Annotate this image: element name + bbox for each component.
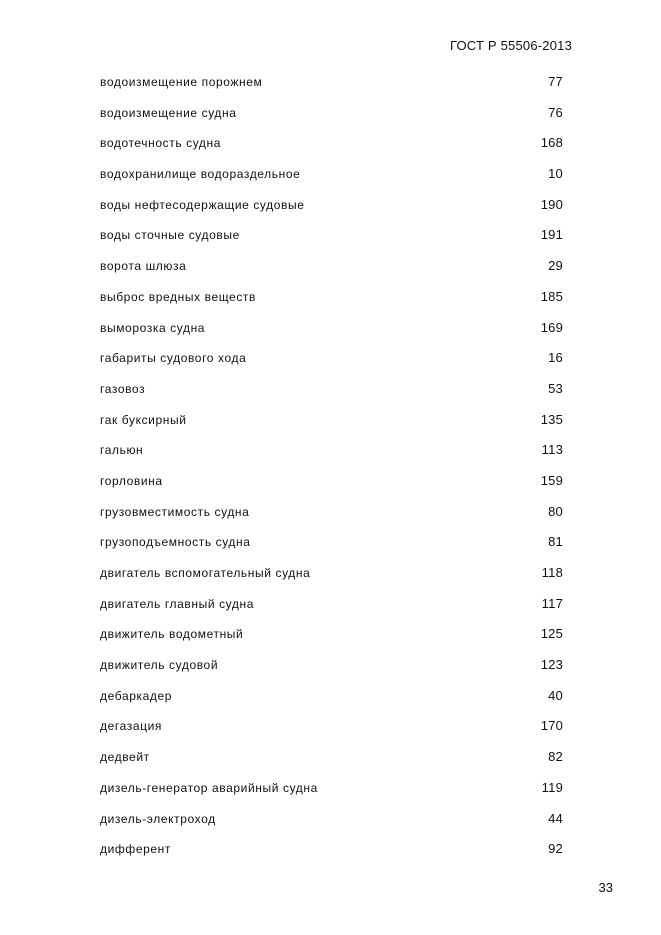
- index-term: водохранилище водораздельное: [100, 167, 301, 182]
- index-term: габариты судового хода: [100, 351, 247, 366]
- index-term: дифферент: [100, 842, 171, 857]
- index-entry: [100, 687, 563, 718]
- index-page-ref: 169: [540, 319, 563, 335]
- index-entry: [100, 840, 563, 871]
- index-entry: [100, 717, 563, 748]
- index-page-ref: 170: [540, 718, 563, 734]
- index-entry: [100, 349, 563, 380]
- index-entry: [100, 134, 563, 165]
- index-page-ref: 117: [541, 595, 563, 611]
- index-entry: [100, 595, 563, 626]
- index-page-ref: 44: [548, 810, 563, 826]
- index-entry: [100, 380, 563, 411]
- document-code-header: ГОСТ Р 55506-2013: [449, 38, 572, 53]
- index-term: гальюн: [100, 443, 144, 458]
- index-entry: [100, 503, 563, 534]
- index-page-ref: 119: [541, 779, 563, 795]
- index-page-ref: 10: [548, 166, 563, 182]
- index-term: горловина: [100, 473, 163, 488]
- page-number: 33: [598, 880, 613, 895]
- index-term: ворота шлюза: [100, 259, 187, 274]
- index-term: воды нефтесодержащие судовые: [100, 197, 305, 212]
- index-term: дегазация: [100, 719, 162, 734]
- index-entry: [100, 656, 563, 687]
- index-page-ref: 16: [548, 350, 563, 366]
- index-term: газовоз: [100, 381, 146, 396]
- index-entry: [100, 165, 563, 196]
- index-entry: [100, 810, 563, 841]
- index-term: движитель водометный: [100, 627, 244, 642]
- index-page-ref: 159: [540, 472, 563, 488]
- index-entry: [100, 472, 563, 503]
- index-page-ref: 191: [540, 227, 563, 243]
- index-term: воды сточные судовые: [100, 228, 240, 243]
- index-entry: [100, 73, 563, 104]
- index-entry: [100, 748, 563, 779]
- index-page-ref: 80: [548, 503, 563, 519]
- index-entry: [100, 625, 563, 656]
- index-entry: [100, 288, 563, 319]
- index-page-ref: 113: [541, 442, 563, 458]
- index-entry: [100, 779, 563, 810]
- index-term: двигатель главный судна: [100, 596, 254, 611]
- index-page-ref: 92: [548, 841, 563, 857]
- term-index-list: [100, 73, 563, 871]
- index-page-ref: 168: [540, 135, 563, 151]
- index-entry: [100, 533, 563, 564]
- index-term: дизель-генератор аварийный судна: [100, 780, 318, 795]
- index-entry: [100, 564, 563, 595]
- index-entry: [100, 104, 563, 135]
- index-entry: [100, 257, 563, 288]
- index-page-ref: 53: [548, 380, 563, 396]
- index-page-ref: 135: [540, 411, 563, 427]
- index-page-ref: 81: [548, 534, 563, 550]
- index-entry: [100, 196, 563, 227]
- index-term: гак буксирный: [100, 412, 187, 427]
- index-term: водотечность судна: [100, 136, 222, 151]
- index-term: выморозка судна: [100, 320, 206, 335]
- index-page-ref: 82: [548, 749, 563, 765]
- index-entry: [100, 319, 563, 350]
- index-entry: [100, 226, 563, 257]
- index-page-ref: 118: [541, 565, 563, 580]
- index-entry: [100, 411, 563, 442]
- index-term: дедвейт: [100, 750, 150, 765]
- index-term: грузовместимость судна: [100, 504, 250, 519]
- index-entry: [100, 441, 563, 472]
- index-page-ref: 76: [548, 104, 563, 120]
- index-page-ref: 125: [540, 626, 563, 642]
- index-term: выброс вредных веществ: [100, 289, 256, 304]
- index-term: дизель-электроход: [100, 811, 216, 826]
- index-page-ref: 190: [540, 196, 563, 212]
- index-term: водоизмещение порожнем: [100, 75, 263, 89]
- index-term: водоизмещение судна: [100, 105, 237, 120]
- index-page-ref: 40: [548, 687, 563, 703]
- index-term: двигатель вспомогательный судна: [100, 566, 311, 580]
- index-page-ref: 185: [540, 288, 563, 304]
- index-page-ref: 77: [548, 74, 563, 89]
- index-page-ref: 123: [540, 657, 563, 673]
- index-page-ref: 29: [548, 258, 563, 274]
- index-term: движитель судовой: [100, 658, 219, 673]
- index-term: грузоподъемность судна: [100, 535, 251, 550]
- index-term: дебаркадер: [100, 688, 173, 703]
